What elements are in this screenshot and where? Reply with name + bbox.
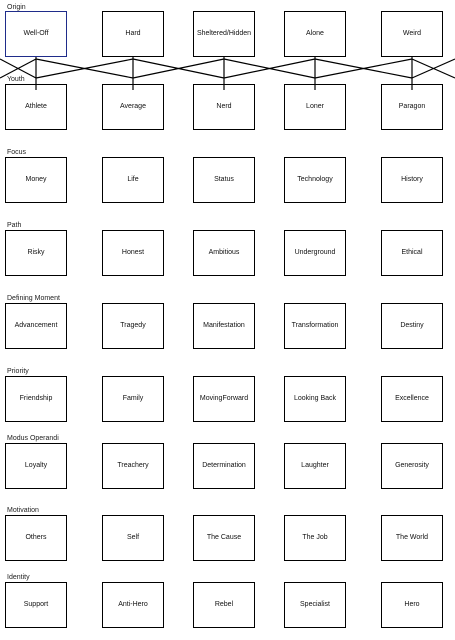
node-label: Status	[214, 176, 234, 183]
node-label: The World	[395, 534, 429, 541]
row-label-defining-moment: Defining Moment	[7, 295, 60, 302]
node-label: Ethical	[401, 249, 423, 256]
node-label: Tragedy	[120, 322, 146, 329]
node-label: Honest	[121, 249, 145, 256]
node-label: Specialist	[300, 601, 330, 608]
node-label: Destiny	[400, 322, 424, 329]
node-label: History	[401, 176, 423, 183]
row-label-modus-operandi: Modus Operandi	[7, 435, 59, 442]
node-label: The Cause	[206, 534, 242, 541]
node-label: Athlete	[25, 103, 47, 110]
node-label: Looking Back	[293, 395, 337, 402]
node-label: Anti-Hero	[118, 601, 148, 608]
row-label-origin: Origin	[7, 4, 26, 11]
node-label: Forward	[222, 395, 249, 402]
node-label: Well-Off	[23, 30, 49, 37]
node-label: Support	[23, 601, 49, 608]
node-label: Sheltered/	[196, 30, 229, 37]
node-label: Friendship	[19, 395, 53, 402]
row-label-motivation: Motivation	[7, 507, 39, 514]
node-label: The Job	[302, 534, 328, 541]
node-label: Loyalty	[24, 462, 48, 469]
node-label: Excellence	[395, 395, 429, 402]
node-label: Weird	[402, 30, 422, 37]
row-label-path: Path	[7, 222, 22, 229]
node-label: Hidden	[228, 30, 252, 37]
node-label: Money	[25, 176, 47, 183]
node-label: Transformation	[291, 322, 339, 329]
node-label: Paragon	[398, 103, 426, 110]
row-label-identity: Identity	[7, 574, 30, 581]
node-label: Moving	[199, 395, 223, 402]
row-label-priority: Priority	[7, 368, 29, 375]
node-label: Manifestation	[203, 322, 245, 329]
node-label: Risky	[27, 249, 45, 256]
node-label: Alone	[306, 30, 324, 37]
node-label: Nerd	[216, 103, 232, 110]
node-label: Determination	[202, 462, 246, 469]
node-label: Laughter	[301, 462, 329, 469]
node-label: Rebel	[214, 601, 234, 608]
row-label-focus: Focus	[7, 149, 27, 156]
node-label: Others	[25, 534, 47, 541]
node-label: Generosity	[395, 462, 429, 469]
node-label: Underground	[294, 249, 336, 256]
node-label: Average	[120, 103, 146, 110]
node-label: Technology	[297, 176, 333, 183]
node-label: Treachery	[117, 462, 149, 469]
node-label: Loner	[306, 103, 324, 110]
node-label: Ambitious	[208, 249, 240, 256]
row-label-youth: Youth	[7, 76, 25, 83]
node-label: Self	[126, 534, 140, 541]
node-label: Hero	[404, 601, 420, 608]
node-label: Family	[122, 395, 144, 402]
node-label: Life	[127, 176, 139, 183]
node-label: Hard	[125, 30, 141, 37]
node-label: Advancement	[14, 322, 58, 329]
